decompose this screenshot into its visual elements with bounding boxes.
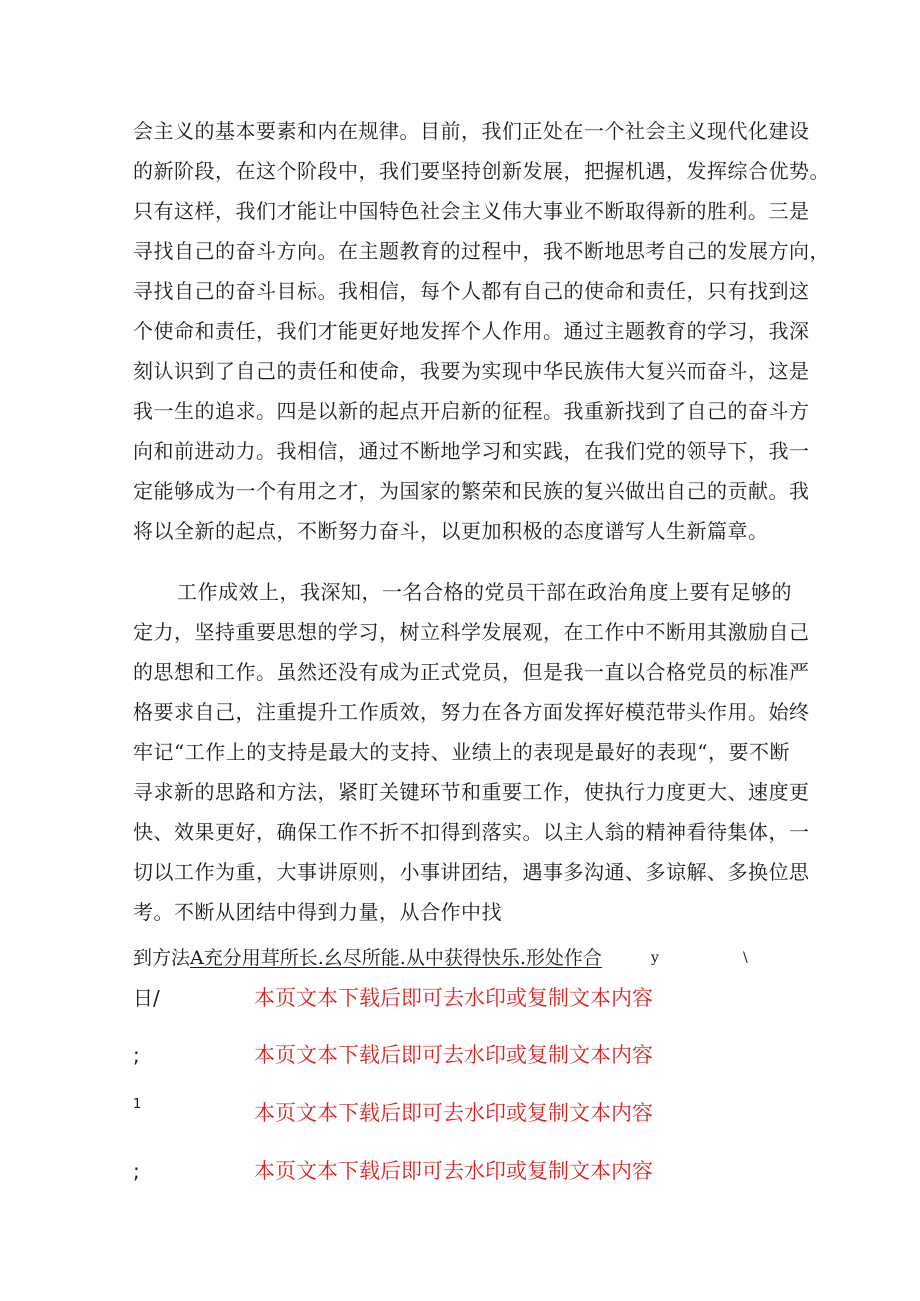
watermark-mark: ; [133,1159,140,1183]
watermark-mark: 1 [133,1097,142,1112]
watermark-row [133,1035,733,1075]
watermark-row [133,1151,733,1191]
paragraph-1 [133,111,830,551]
text-line: 切以工作为重，大事讲原则，小事讲团结，遇事多沟通、多谅解、多换位思 [133,860,810,884]
tail-underlined-text: A充分用茸所长.幺尽所能.从中获得快乐.形处作合 [190,947,602,969]
tail-mark: \ [743,950,748,966]
text-line: 工作成效上，我深知，一名合格的党员干部在政治角度上要有足够的 [177,580,792,604]
text-line: 只有这样，我们才能让中国特色社会主义伟大事业不断取得新的胜利。三是 [133,199,810,223]
text-line: 寻找自己的奋斗目标。我相信，每个人都有自己的使命和责任，只有找到这 [133,279,810,303]
text-line: 的新阶段，在这个阶段中，我们要坚持创新发展，把握机遇，发挥综合优势。 [133,159,830,183]
text-line: 定能够成为一个有用之才，为国家的繁荣和民族的复兴做出自己的贡献。我 [133,479,810,503]
scanned-tail-line [133,938,773,978]
text-line: 寻找自己的奋斗方向。在主题教育的过程中，我不断地思考自己的发展方向， [133,239,830,263]
watermark-mark: ; [133,1043,140,1067]
text-line: 快、效果更好，确保工作不折不扣得到落实。以主人翁的精神看待集体，一 [133,820,810,844]
text-line: 会主义的基本要素和内在规律。目前，我们正处在一个社会主义现代化建设 [133,119,810,143]
watermark-mark: 日/ [133,986,160,1010]
text-line: 向和前进动力。我相信，通过不断地学习和实践，在我们党的领导下，我一 [133,439,810,463]
tail-prefix: 到方法 [133,947,191,969]
text-line: 考。不断从团结中得到力量，从合作中找 [133,900,502,924]
watermark-row [133,1093,733,1133]
text-line: 格要求自己，注重提升工作质效，努力在各方面发挥好模范带头作用。始终 [133,700,810,724]
text-line: 的思想和工作。虽然还没有成为正式党员，但是我一直以合格党员的标准严 [133,660,810,684]
text-line: 定力，坚持重要思想的学习，树立科学发展观，在工作中不断用其激励自己 [133,620,810,644]
text-line: 刻认识到了自己的责任和使命，我要为实现中华民族伟大复兴而奋斗，这是 [133,359,810,383]
paragraph-2 [133,572,810,932]
watermark-row [133,978,733,1018]
watermark-text: 本页文本下载后即可去水印或复制文本内容 [254,1159,653,1183]
text-line: 将以全新的起点，不断努力奋斗，以更加积极的态度谱写人生新篇章。 [133,519,769,543]
text-line: 我一生的追求。四是以新的起点开启新的征程。我重新找到了自己的奋斗方 [133,399,810,423]
tail-mark: y [651,950,659,966]
text-line: 个使命和责任，我们才能更好地发挥个人作用。通过主题教育的学习，我深 [133,319,810,343]
text-line: 牢记“工作上的支持是最大的支持、业绩上的表现是最好的表现“，要不断 [133,740,790,764]
text-line: 寻求新的思路和方法，紧盯关键环节和重要工作，使执行力度更大、速度更 [133,780,810,804]
watermark-text: 本页文本下载后即可去水印或复制文本内容 [254,986,653,1010]
watermark-text: 本页文本下载后即可去水印或复制文本内容 [254,1101,653,1125]
watermark-text: 本页文本下载后即可去水印或复制文本内容 [254,1043,653,1067]
